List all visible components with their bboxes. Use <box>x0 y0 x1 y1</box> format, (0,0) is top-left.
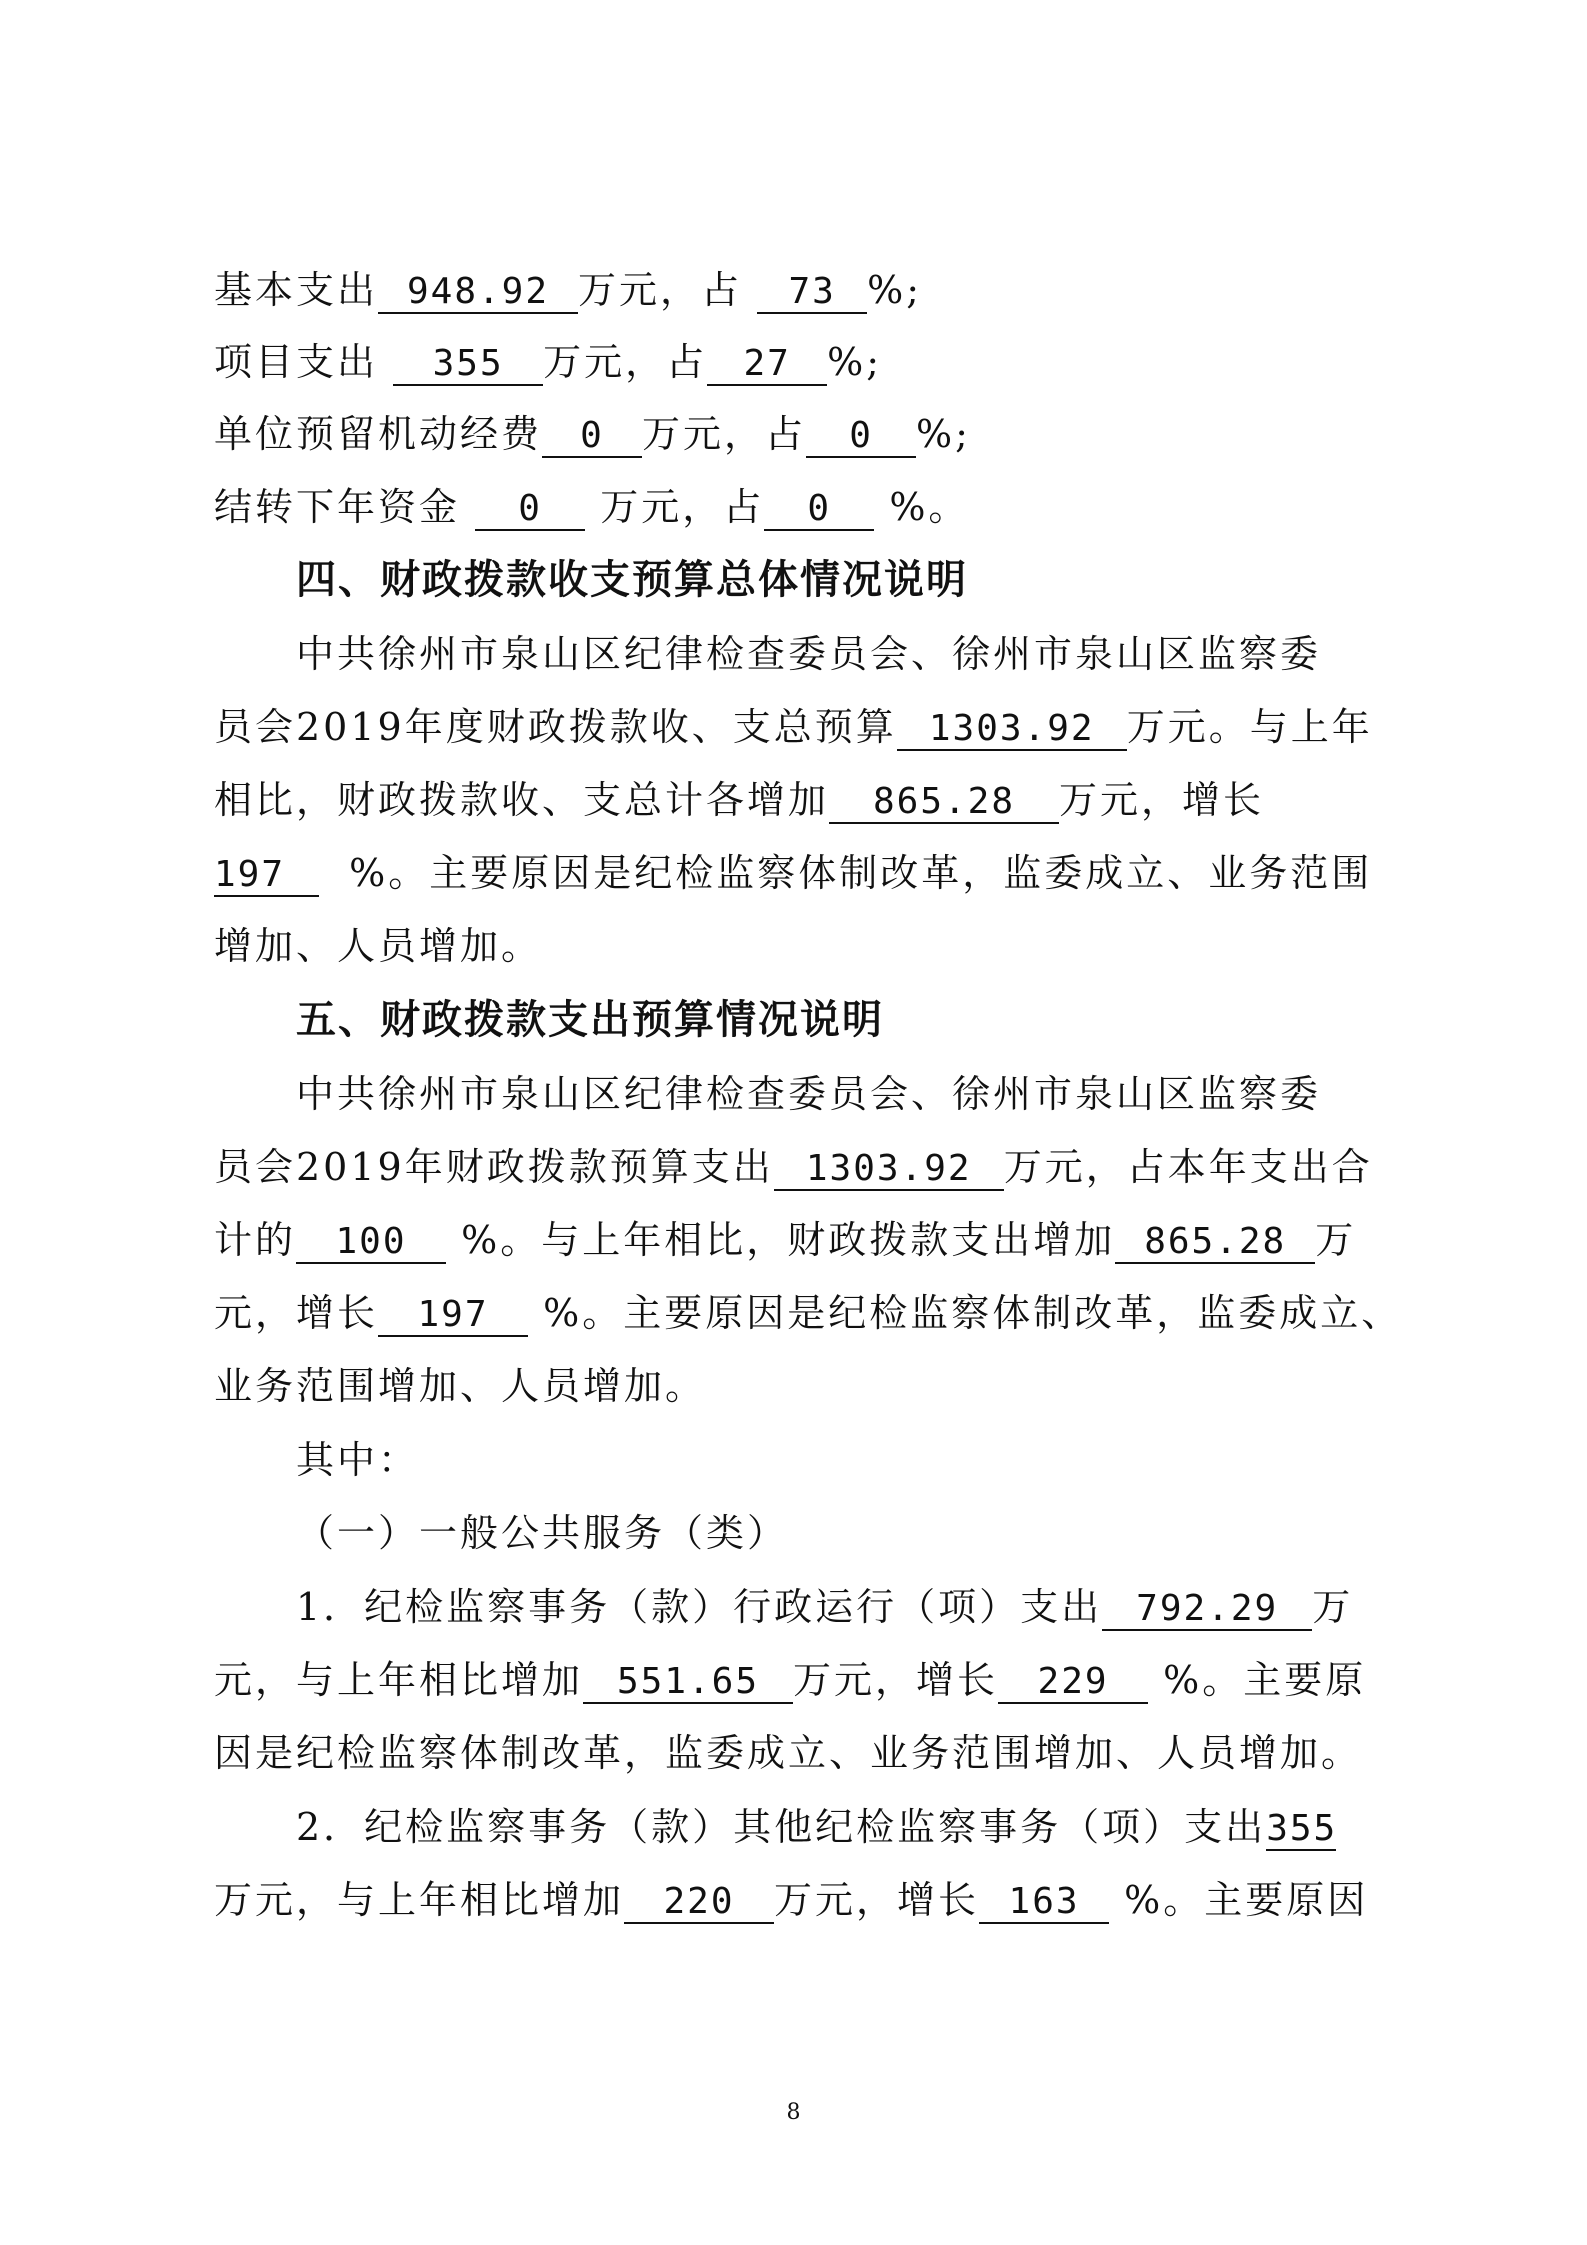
s5-line-3 <box>214 1216 1374 1264</box>
basic-tail: %; <box>867 268 923 312</box>
s5-increase: 865.28 <box>1115 1222 1315 1264</box>
item2-a: 2．纪检监察事务（款）其他纪检监察事务（项）支出 <box>296 1805 1267 1849</box>
s4-line-3 <box>214 776 1374 824</box>
basic-expense-line <box>214 266 1374 314</box>
item1-b: 万 <box>1312 1585 1354 1629</box>
item1-amount: 792.29 <box>1102 1589 1312 1631</box>
item1-growth: 229 <box>998 1662 1148 1704</box>
item2-amount: 355 <box>1266 1808 1338 1849</box>
basic-amount: 948.92 <box>378 272 578 314</box>
section-4-heading: 四、财政拨款收支预算总体情况说明 <box>296 557 968 603</box>
s4-line-5: 增加、人员增加。 <box>214 924 543 968</box>
s5-l3a: 计的 <box>214 1218 297 1262</box>
basic-unit: 万元，占 <box>578 268 743 312</box>
item2-c: 万元，与上年相比增加 <box>214 1878 625 1922</box>
s4-l3b: 万元，增长 <box>1059 778 1265 822</box>
basic-label: 基本支出 <box>214 268 379 312</box>
s4-l4b: %。主要原因是纪检监察体制改革，监委成立、业务范围 <box>349 851 1373 895</box>
item2-line-2 <box>214 1876 1374 1924</box>
s5-l2b: 万元，占本年支出合 <box>1003 1145 1373 1189</box>
item2-growth: 163 <box>979 1882 1109 1924</box>
s4-l3a: 相比，财政拨款收、支总计各增加 <box>214 778 830 822</box>
s5-l4b: %。主要原因是纪检监察体制改革，监委成立、 <box>543 1291 1403 1335</box>
reserve-unit: 万元，占 <box>642 412 807 456</box>
carryover-line <box>214 483 1374 531</box>
reserve-pct: 0 <box>806 416 916 458</box>
s4-l2b: 万元。与上年 <box>1126 705 1373 749</box>
s4-line-2 <box>214 703 1374 751</box>
item1-line-2 <box>214 1656 1374 1704</box>
s5-l2a: 员会2019年财政拨款预算支出 <box>214 1145 774 1189</box>
carryover-pct: 0 <box>764 489 874 531</box>
item1-c: 元，与上年相比增加 <box>214 1658 584 1702</box>
item1-a: 1．纪检监察事务（款）行政运行（项）支出 <box>296 1585 1103 1629</box>
basic-pct: 73 <box>757 272 867 314</box>
section-5-heading: 五、财政拨款支出预算情况说明 <box>296 997 884 1043</box>
carryover-label: 结转下年资金 <box>214 485 461 529</box>
carryover-amount: 0 <box>475 489 585 531</box>
s5-growth: 197 <box>378 1295 528 1337</box>
item2-increase: 220 <box>624 1882 774 1924</box>
s5-l3c: 万 <box>1315 1218 1357 1262</box>
reserve-label: 单位预留机动经费 <box>214 412 543 456</box>
item2-e: %。主要原因 <box>1124 1878 1369 1922</box>
s5-line-5: 业务范围增加、人员增加。 <box>214 1364 707 1408</box>
item2-line-1 <box>296 1803 1456 1851</box>
item1-e: %。主要原 <box>1163 1658 1367 1702</box>
s4-line-1: 中共徐州市泉山区纪律检查委员会、徐州市泉山区监察委 <box>296 632 1322 676</box>
s5-l3b: %。与上年相比，财政拨款支出增加 <box>461 1218 1116 1262</box>
s5-line-2 <box>214 1143 1374 1191</box>
s4-line-4 <box>214 849 1374 897</box>
project-tail: %; <box>827 340 883 384</box>
carryover-tail: %。 <box>889 485 970 529</box>
s5-line-4 <box>214 1289 1403 1337</box>
s5-share: 100 <box>296 1222 446 1264</box>
item1-line-3: 因是纪检监察体制改革，监委成立、业务范围增加、人员增加。 <box>214 1731 1363 1775</box>
s4-increase: 865.28 <box>829 782 1059 824</box>
s4-total: 1303.92 <box>897 709 1127 751</box>
s5-among: 其中： <box>296 1438 420 1482</box>
s4-l2a: 员会2019年度财政拨款收、支总预算 <box>214 705 897 749</box>
reserve-tail: %; <box>916 412 971 456</box>
page-number: 8 <box>786 2100 801 2125</box>
carryover-unit: 万元，占 <box>600 485 765 529</box>
project-expense-line <box>214 338 1374 386</box>
s4-growth: 197 <box>214 855 319 897</box>
project-unit: 万元，占 <box>543 340 708 384</box>
project-amount: 355 <box>393 344 543 386</box>
s5-category: （一）一般公共服务（类） <box>296 1511 789 1555</box>
reserve-amount: 0 <box>542 416 642 458</box>
s5-line-1: 中共徐州市泉山区纪律检查委员会、徐州市泉山区监察委 <box>296 1072 1322 1116</box>
item1-d: 万元，增长 <box>793 1658 999 1702</box>
project-pct: 27 <box>707 344 827 386</box>
item1-increase: 551.65 <box>583 1662 793 1704</box>
item2-d: 万元，增长 <box>774 1878 980 1922</box>
item1-line-1 <box>296 1583 1456 1631</box>
s5-total: 1303.92 <box>774 1149 1004 1191</box>
reserve-line <box>214 410 1374 458</box>
s5-l4a: 元，增长 <box>214 1291 379 1335</box>
project-label: 项目支出 <box>214 340 379 384</box>
